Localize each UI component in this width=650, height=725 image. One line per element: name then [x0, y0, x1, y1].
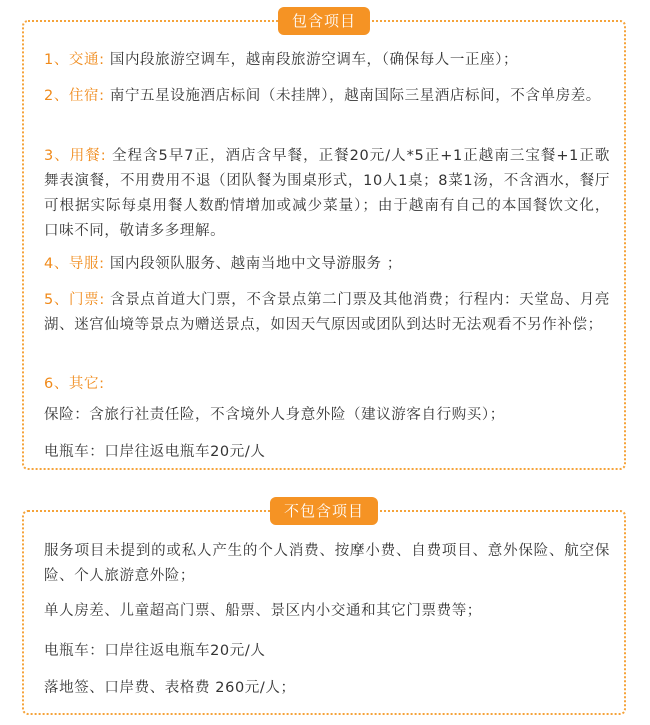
item-heading: 2、住宿: [44, 88, 105, 104]
included-title: 包含项目 [278, 7, 370, 35]
item-heading: 6、其它: [44, 376, 105, 392]
item-text: 全程含5早7正，酒店含早餐，正餐20元/人*5正+1正越南三宝餐+1正歌舞表演餐，不用费用不退（团队餐为围桌形式，10人1桌；8菜1汤，不含酒水，餐厅可根据实际每桌用餐人数酌情增加或减少菜量）；由于越南有自己的本国餐饮文化，口味不同，敬请多多理解。 [44, 148, 611, 239]
excluded-section [22, 502, 626, 715]
excluded-line: 服务项目未提到的或私人产生的个人消费、按摩小费、自费项目、意外保险、航空保险、个人旅游意外险； [44, 543, 610, 584]
included-section [22, 12, 626, 470]
excluded-line: 单人房差、儿童超高门票、船票、景区内小交通和其它门票费等； [44, 603, 482, 619]
included-item-transport [44, 48, 610, 73]
excluded-line: 落地签、口岸费、表格费 260元/人； [44, 680, 296, 696]
included-item-tickets [44, 288, 610, 338]
included-battery-car: 电瓶车：口岸往返电瓶车20元/人 [44, 444, 266, 460]
included-item-other [44, 372, 610, 397]
excluded-line: 电瓶车：口岸往返电瓶车20元/人 [44, 643, 266, 659]
included-item-guide [44, 252, 610, 277]
included-item-meals [44, 144, 610, 244]
item-heading: 3、用餐: [44, 148, 107, 164]
included-item-hotel [44, 84, 610, 109]
item-text: 国内段领队服务、越南当地中文导游服务 ； [109, 256, 402, 272]
item-heading: 4、导服: [44, 256, 105, 272]
included-insurance: 保险：含旅行社责任险，不含境外人身意外险（建议游客自行购买）； [44, 407, 505, 423]
item-text: 国内段旅游空调车，越南段旅游空调车，（确保每人一正座）； [109, 52, 519, 68]
item-text: 南宁五星设施酒店标间（未挂牌），越南国际三星酒店标间，不含单房差。 [109, 88, 601, 104]
item-heading: 1、交通: [44, 52, 105, 68]
item-text: 含景点首道大门票，不含景点第二门票及其他消费；行程内：天堂岛、月亮湖、迷宫仙境等景点为赠送景点，如因天气原因或团队到达时无法观看不另作补偿； [44, 292, 610, 333]
excluded-title: 不包含项目 [270, 497, 378, 525]
item-heading: 5、门票: [44, 292, 105, 308]
